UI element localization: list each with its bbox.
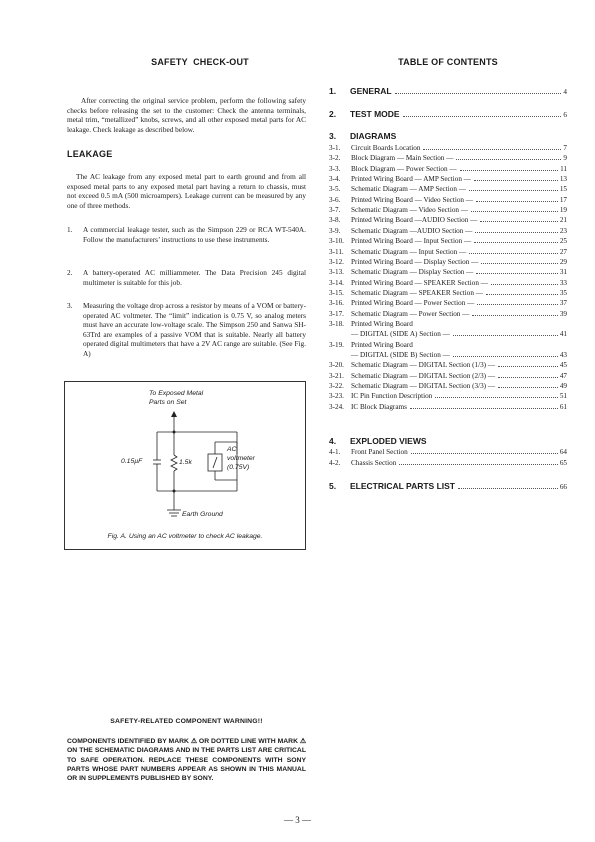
page-ref: 29 bbox=[559, 257, 567, 266]
entry-number: 4-1. bbox=[329, 448, 341, 456]
entry-number: 3-5. bbox=[329, 185, 341, 194]
toc-entry bbox=[329, 174, 567, 184]
page-ref: 9 bbox=[563, 154, 567, 163]
entry-number: 4-2. bbox=[329, 459, 341, 467]
toc-entry bbox=[329, 298, 567, 308]
method-number: 3. bbox=[67, 301, 73, 310]
toc-entry bbox=[329, 350, 567, 360]
page-ref: 31 bbox=[559, 268, 567, 277]
entry-number: 3-3. bbox=[329, 164, 341, 173]
entry-title: Schematic Diagram — Video Section — bbox=[351, 206, 469, 215]
entry-title: Printed Wiring Board — Power Section — bbox=[351, 299, 475, 308]
warning-text: COMPONENTS IDENTIFIED BY MARK ⚠ OR DOTTED LINE WITH MARK ⚠ ON THE SCHEMATIC DIAGRAMS AND IN THE PARTS LIST ARE CRITICAL TO SAFE OPERATION. REPLACE THESE COMPONENTS WITH SONY PARTS WHOSE PART NUMBERS APPEAR AS SHOWN IN THIS MANUAL OR IN SUPPLEMENTS PUBLISHED BY SONY. bbox=[67, 738, 306, 783]
leakage-heading: LEAKAGE bbox=[67, 149, 113, 159]
entry-title: — DIGITAL (SIDE B) Section — bbox=[351, 351, 450, 359]
toc-entry bbox=[329, 402, 567, 412]
page-ref: 11 bbox=[560, 164, 567, 173]
entry-title: Block Diagram — Power Section — bbox=[351, 164, 457, 173]
page-ref: 4 bbox=[563, 88, 567, 96]
entry-number: 3-7. bbox=[329, 206, 341, 215]
toc-title: TABLE OF CONTENTS bbox=[398, 57, 498, 67]
leader-dots bbox=[469, 190, 558, 191]
toc-entry bbox=[329, 447, 567, 457]
entry-title: Schematic Diagram — DIGITAL Section (3/3) — bbox=[351, 382, 496, 391]
figure-top-label-1: To Exposed Metal bbox=[149, 390, 204, 397]
entry-number: 3-8. bbox=[329, 216, 341, 225]
entry-title: IC Block Diagrams bbox=[351, 402, 407, 411]
entry-title: Printed Wiring Board — Display Section — bbox=[351, 257, 479, 266]
page-number: — 3 — bbox=[284, 815, 311, 825]
leader-dots bbox=[410, 408, 558, 409]
entry-number: 3-1. bbox=[329, 144, 341, 152]
section-number: 4. bbox=[329, 436, 337, 446]
toc-entry bbox=[329, 143, 567, 153]
entry-number: 3-2. bbox=[329, 154, 341, 163]
page-ref: 15 bbox=[559, 185, 567, 194]
leader-dots bbox=[453, 335, 558, 336]
meter-label-1: AC bbox=[227, 446, 237, 453]
method-number: 2. bbox=[67, 268, 73, 277]
page-ref: 39 bbox=[559, 309, 567, 318]
section-title: ELECTRICAL PARTS LIST bbox=[350, 481, 455, 491]
page-ref: 35 bbox=[559, 288, 567, 297]
leader-dots bbox=[480, 221, 557, 222]
toc-entry bbox=[329, 458, 567, 468]
meter-label-3: (0.75V) bbox=[227, 464, 250, 471]
toc-entry bbox=[329, 184, 567, 194]
page-ref: 47 bbox=[559, 371, 567, 380]
entry-title: Printed Wiring Board — Video Section — bbox=[351, 195, 473, 204]
entry-title: Printed Wiring Board bbox=[351, 340, 413, 349]
entry-number: 3-13. bbox=[329, 268, 344, 277]
toc-entry bbox=[329, 205, 567, 215]
page-ref: 37 bbox=[559, 299, 567, 308]
entry-title: Chassis Section bbox=[351, 459, 397, 467]
leader-dots bbox=[475, 232, 557, 233]
method-item-1 bbox=[67, 225, 306, 255]
page-ref: 27 bbox=[559, 247, 567, 256]
toc-entry bbox=[329, 309, 567, 319]
entry-number: 3-19. bbox=[329, 340, 344, 349]
section-number: 2. bbox=[329, 109, 337, 119]
page-ref: 49 bbox=[559, 382, 567, 391]
figure-caption: Fig. A. Using an AC voltmeter to check AC leakage. bbox=[107, 533, 263, 540]
safety-checkout-title: SAFETY CHECK-OUT bbox=[151, 57, 249, 67]
method-text: Measuring the voltage drop across a resistor by means of a VOM or battery-operated AC voltmeter. The “limit” indication is 0.75 V, so analog meters must have an accurate low-voltage scale. The Simpson 250 and Sanwa SH-63Trd are examples of a passive VOM that is suitable. Nearly all battery operated digital multimeters that have a 2V AC range are suitable. (See Fig. A) bbox=[83, 301, 306, 358]
page-ref: 13 bbox=[559, 175, 567, 184]
page-ref: 43 bbox=[559, 351, 567, 359]
page-ref: 6 bbox=[563, 111, 567, 119]
toc-entry bbox=[329, 267, 567, 277]
page-ref: 23 bbox=[559, 226, 567, 235]
toc-entry bbox=[329, 215, 567, 225]
toc-entry bbox=[329, 153, 567, 163]
entry-number: 3-15. bbox=[329, 288, 344, 297]
toc-section-test-mode bbox=[329, 109, 567, 121]
section-title: DIAGRAMS bbox=[350, 131, 397, 141]
page-ref: 65 bbox=[559, 459, 567, 467]
leakage-paragraph: The AC leakage from any exposed metal part to earth ground and from all exposed metal parts to any exposed metal part having a return to chassis, must not exceed 0.5 mA (500 microampers). Leakage current can be measured by any one of three methods. bbox=[67, 172, 306, 210]
meter-label-2: voltmeter bbox=[227, 455, 255, 462]
toc-section-diagrams bbox=[329, 131, 567, 143]
leader-dots bbox=[453, 356, 558, 357]
entry-title: Schematic Diagram — AMP Section — bbox=[351, 185, 466, 194]
entry-title: Block Diagram — Main Section — bbox=[351, 154, 454, 163]
entry-title: IC Pin Function Description bbox=[351, 392, 433, 401]
method-text: A battery-operated AC milliammeter. The Data Precision 245 digital multimeter is suitable for this job. bbox=[83, 268, 306, 287]
leader-dots bbox=[469, 253, 558, 254]
entry-number: 3-12. bbox=[329, 257, 344, 266]
entry-title: — DIGITAL (SIDE A) Section — bbox=[351, 330, 450, 339]
section-title: EXPLODED VIEWS bbox=[350, 436, 427, 446]
entry-title: Printed Wiring Board — SPEAKER Section — bbox=[351, 278, 488, 287]
toc-entry bbox=[329, 247, 567, 257]
leader-dots bbox=[486, 294, 558, 295]
entry-number: 3-17. bbox=[329, 309, 344, 318]
toc-entry bbox=[329, 164, 567, 174]
entry-number: 3-22. bbox=[329, 382, 344, 391]
toc-entry bbox=[329, 391, 567, 401]
leader-dots bbox=[481, 263, 557, 264]
entry-title: Circuit Boards Location bbox=[351, 144, 421, 152]
leader-dots bbox=[435, 397, 558, 398]
toc-entry bbox=[329, 360, 567, 370]
entry-number: 3-24. bbox=[329, 402, 344, 411]
resistor-label: 1.5k bbox=[179, 459, 192, 466]
entry-title: Schematic Diagram — SPEAKER Section — bbox=[351, 288, 483, 297]
entry-number: 3-16. bbox=[329, 299, 344, 308]
page-ref: 41 bbox=[559, 330, 567, 339]
leader-dots bbox=[498, 366, 558, 367]
figure-top-label-2: Parts on Set bbox=[149, 399, 187, 406]
page-ref: 61 bbox=[559, 402, 567, 411]
entry-title: Printed Wiring Board bbox=[351, 319, 413, 328]
entry-number: 3-10. bbox=[329, 237, 344, 246]
leader-dots bbox=[498, 387, 558, 388]
toc-entry bbox=[329, 195, 567, 205]
entry-number: 3-14. bbox=[329, 278, 344, 287]
entry-title: Printed Wiring Board —AUDIO Section — bbox=[351, 216, 478, 225]
entry-number: 3-11. bbox=[329, 247, 344, 256]
entry-title: Schematic Diagram —AUDIO Section — bbox=[351, 226, 473, 235]
leader-dots bbox=[472, 315, 557, 316]
method-item-2 bbox=[67, 268, 306, 288]
leader-dots bbox=[471, 211, 558, 212]
section-title: TEST MODE bbox=[350, 109, 400, 119]
leader-dots bbox=[456, 159, 561, 160]
entry-number: 3-23. bbox=[329, 392, 344, 401]
page-ref: 17 bbox=[559, 195, 567, 204]
leader-dots bbox=[399, 464, 557, 465]
toc-section-parts-list bbox=[329, 481, 567, 493]
page-ref: 33 bbox=[559, 278, 567, 287]
toc-entry bbox=[329, 340, 567, 350]
leader-dots bbox=[491, 284, 558, 285]
method-item-3 bbox=[67, 301, 306, 371]
leader-dots bbox=[498, 377, 558, 378]
toc-entry bbox=[329, 236, 567, 246]
earth-ground-label: Earth Ground bbox=[182, 511, 223, 518]
toc-entry bbox=[329, 288, 567, 298]
leader-dots bbox=[474, 180, 558, 181]
capacitor-label: 0.15µF bbox=[121, 458, 143, 465]
page-ref: 7 bbox=[563, 144, 567, 152]
page-ref: 51 bbox=[559, 392, 567, 401]
toc-entry bbox=[329, 319, 567, 329]
section-number: 3. bbox=[329, 131, 337, 141]
page-ref: 21 bbox=[559, 216, 567, 225]
toc-entry bbox=[329, 278, 567, 288]
entry-title: Schematic Diagram — DIGITAL Section (2/3) — bbox=[351, 371, 496, 380]
toc-entry bbox=[329, 329, 567, 339]
leader-dots bbox=[476, 201, 558, 202]
leader-dots bbox=[476, 273, 557, 274]
leader-dots bbox=[411, 453, 558, 454]
entry-title: Schematic Diagram — DIGITAL Section (1/3) — bbox=[351, 361, 496, 370]
leader-dots bbox=[423, 149, 561, 150]
toc-section-general bbox=[329, 86, 567, 98]
leader-dots bbox=[403, 116, 562, 117]
leader-dots bbox=[474, 242, 558, 243]
section-number: 1. bbox=[329, 86, 337, 96]
method-number: 1. bbox=[67, 225, 73, 234]
leader-dots bbox=[460, 170, 558, 171]
toc-entry bbox=[329, 371, 567, 381]
leader-dots bbox=[395, 93, 562, 94]
section-title: GENERAL bbox=[350, 86, 392, 96]
entry-number: 3-4. bbox=[329, 175, 341, 184]
entry-number: 3-20. bbox=[329, 361, 344, 370]
leader-dots bbox=[477, 304, 557, 305]
figure-a-box bbox=[64, 381, 306, 550]
entry-title: Schematic Diagram — Power Section — bbox=[351, 309, 470, 318]
entry-title: Front Panel Section bbox=[351, 448, 408, 456]
section-number: 5. bbox=[329, 481, 337, 491]
toc-entry bbox=[329, 381, 567, 391]
entry-title: Printed Wiring Board — Input Section — bbox=[351, 237, 472, 246]
entry-number: 3-21. bbox=[329, 371, 344, 380]
page-ref: 64 bbox=[559, 448, 567, 456]
page-ref: 19 bbox=[559, 206, 567, 215]
toc-entry bbox=[329, 257, 567, 267]
page-ref: 25 bbox=[559, 237, 567, 246]
method-text: A commercial leakage tester, such as the Simpson 229 or RCA WT-540A. Follow the manufacturers’ instructions to use these instruments. bbox=[83, 225, 306, 244]
entry-title: Printed Wiring Board — AMP Section — bbox=[351, 175, 471, 184]
intro-paragraph: After correcting the original service problem, perform the following safety checks before releasing the set to the customer: Check the antenna terminals, metal trim, “metallized” knobs, screws, and all other exposed metal parts for AC leakage. Check leakage as described below. bbox=[67, 96, 306, 134]
leader-dots bbox=[458, 488, 558, 489]
page-ref: 45 bbox=[559, 361, 567, 370]
warning-title: SAFETY-RELATED COMPONENT WARNING!! bbox=[110, 718, 263, 725]
entry-title: Schematic Diagram — Input Section — bbox=[351, 247, 467, 256]
page-ref: 66 bbox=[559, 483, 567, 491]
entry-number: 3-9. bbox=[329, 226, 341, 235]
entry-title: Schematic Diagram — Display Section — bbox=[351, 268, 474, 277]
entry-number: 3-6. bbox=[329, 195, 341, 204]
toc-entry bbox=[329, 226, 567, 236]
entry-number: 3-18. bbox=[329, 319, 344, 328]
